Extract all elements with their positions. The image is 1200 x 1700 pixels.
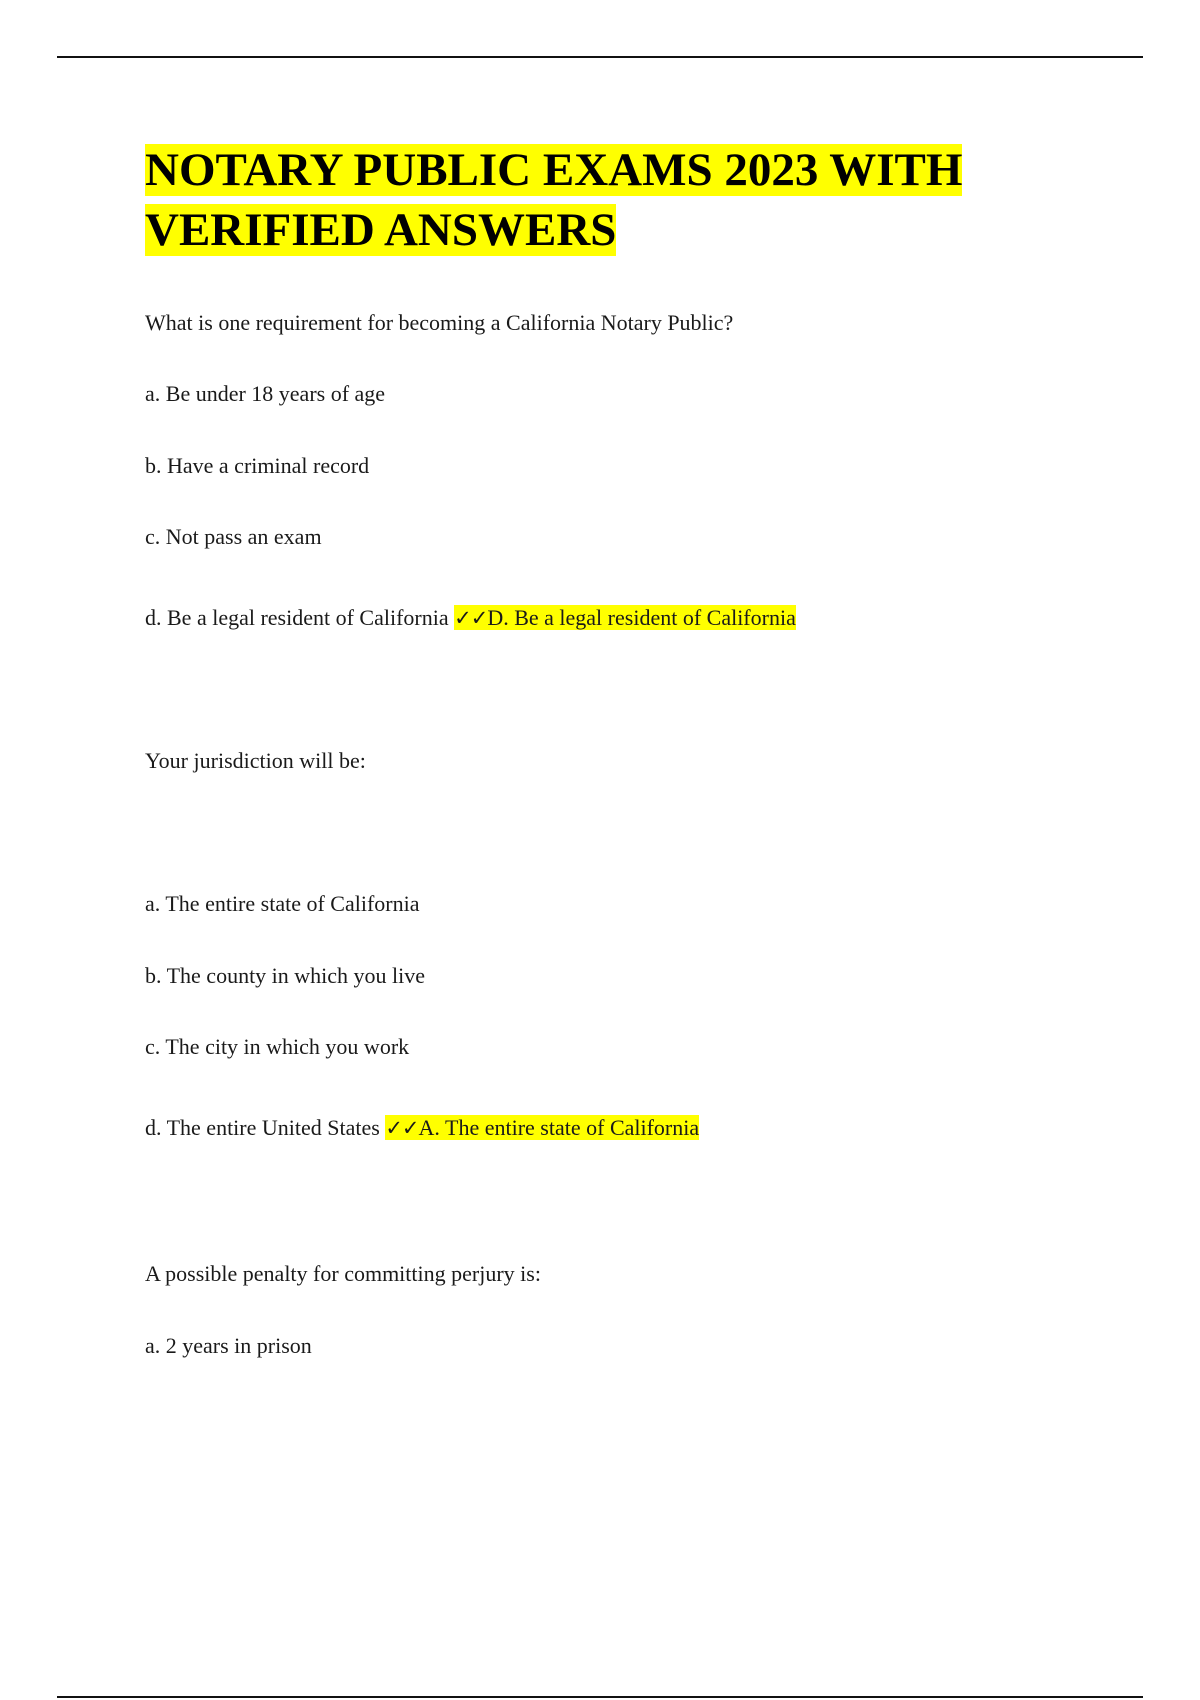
question-2-answer-highlight <box>385 1115 699 1140</box>
question-3-text: A possible penalty for committing perjury is: <box>145 1261 541 1286</box>
document-title-text: NOTARY PUBLIC EXAMS 2023 WITH VERIFIED ANSWERS <box>145 144 963 256</box>
bottom-rule <box>57 1696 1143 1698</box>
question-2-option-d: d. The entire United States <box>145 1115 380 1140</box>
question-2-text: Your jurisdiction will be: <box>145 748 366 773</box>
question-2-option-b: b. The county in which you live <box>145 963 426 988</box>
question-1-option-a: a. Be under 18 years of age <box>145 381 386 406</box>
check-mark-icon: ✓✓ <box>454 606 488 630</box>
question-2-option-d-line <box>145 1114 699 1142</box>
question-1-answer: D. Be a legal resident of California <box>487 605 796 630</box>
check-mark-icon: ✓✓ <box>385 1116 419 1140</box>
question-1-option-d: d. Be a legal resident of California <box>145 605 449 630</box>
question-3-option-a: a. 2 years in prison <box>145 1333 312 1358</box>
question-2-answer: A. The entire state of California <box>418 1115 700 1140</box>
document-title <box>145 140 1045 260</box>
question-2-option-a: a. The entire state of California <box>145 891 420 916</box>
question-1-option-c: c. Not pass an exam <box>145 524 322 549</box>
top-rule <box>57 56 1143 58</box>
question-2-option-c: c. The city in which you work <box>145 1034 410 1059</box>
question-1-option-b: b. Have a criminal record <box>145 453 370 478</box>
question-1-option-d-line <box>145 604 796 632</box>
question-1-text: What is one requirement for becoming a California Notary Public? <box>145 310 734 335</box>
question-1-answer-highlight <box>454 605 796 630</box>
